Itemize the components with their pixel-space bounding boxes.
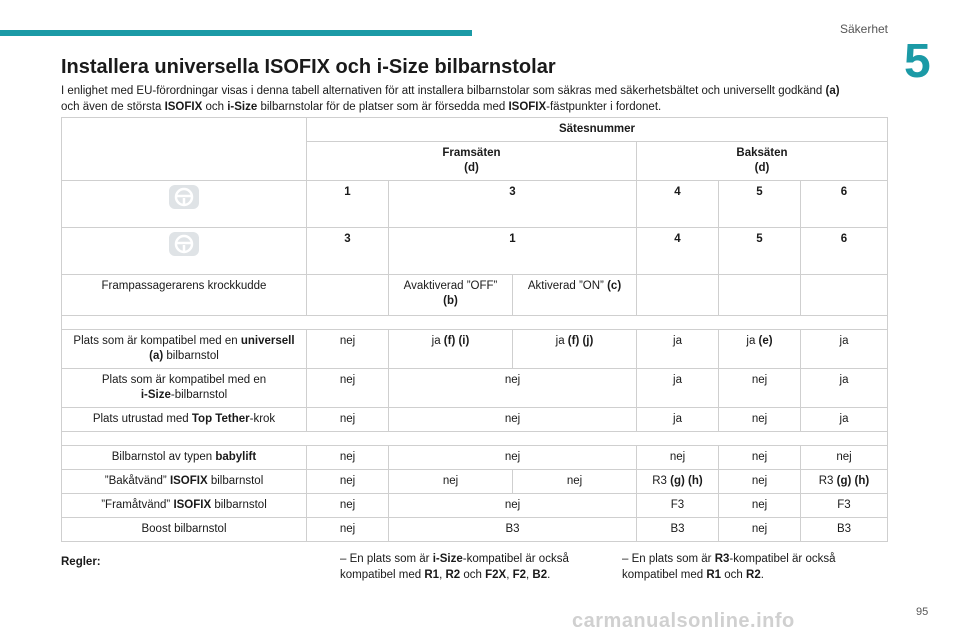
seat-cell: 3: [307, 228, 389, 275]
table-row: [62, 518, 888, 542]
table-cell: nej: [389, 408, 637, 432]
table-cell: ja: [637, 408, 719, 432]
rule-note-isize: – En plats som är i-Size-kompatibel är också kompatibel med R1, R2 och F2X, F2, B2.: [340, 553, 569, 581]
section-title: Säkerhet: [839, 22, 888, 36]
table-cell: R3 (g) (h): [801, 470, 888, 494]
forward-isofix-label: ”Framåtvänd” ISOFIX bilbarnstol: [62, 494, 307, 518]
watermark: carmanualsonline.info: [572, 610, 795, 632]
rule-note-r3: – En plats som är R3-kompatibel är också kompatibel med R1 och R2.: [622, 553, 836, 581]
table-cell: nej: [389, 494, 637, 518]
table-row: [62, 181, 888, 228]
table-row: [62, 470, 888, 494]
table-cell: nej: [307, 470, 389, 494]
empty-cell: [801, 275, 888, 316]
table-spacer-row: [62, 316, 888, 330]
rearward-isofix-label: ”Bakåtvänd” ISOFIX bilbarnstol: [62, 470, 307, 494]
table-cell: nej: [389, 369, 637, 408]
seat-cell: 5: [719, 228, 801, 275]
seat-cell: 6: [801, 228, 888, 275]
table-cell: nej: [719, 470, 801, 494]
table-cell: nej: [307, 446, 389, 470]
isize-label: Plats som är kompatibel med en i-Size-bilbarnstol: [62, 369, 307, 408]
table-cell: nej: [801, 446, 888, 470]
airbag-off-cell: Avaktiverad ”OFF” (b): [389, 275, 513, 316]
babylift-label: Bilbarnstol av typen babylift: [62, 446, 307, 470]
table-cell: nej: [513, 470, 637, 494]
page-number: 95: [916, 606, 929, 618]
seat-cell: 6: [801, 181, 888, 228]
rules-label: Regler:: [61, 556, 101, 568]
lhd-icon-cell: [62, 181, 307, 228]
empty-cell: [719, 275, 801, 316]
table-cell: nej: [389, 470, 513, 494]
airbag-label: Frampassagerarens krockkudde: [62, 275, 307, 316]
seat-number-header: Sätesnummer: [307, 118, 888, 142]
empty-cell: [307, 275, 389, 316]
header-accent-bar: [0, 30, 472, 36]
universal-label: Plats som är kompatibel med en universell (a) bilbarnstol: [62, 330, 307, 369]
table-row: [62, 446, 888, 470]
table-cell: B3: [389, 518, 637, 542]
table-cell: nej: [307, 330, 389, 369]
table-cell: nej: [307, 369, 389, 408]
table-row: [62, 494, 888, 518]
table-cell: F3: [801, 494, 888, 518]
table-cell: ja (e): [719, 330, 801, 369]
seat-cell: 3: [389, 181, 637, 228]
table-row: [62, 118, 888, 142]
seat-cell: 5: [719, 181, 801, 228]
table-cell: nej: [719, 494, 801, 518]
table-cell: R3 (g) (h): [637, 470, 719, 494]
seat-cell: 1: [389, 228, 637, 275]
table-cell: nej: [307, 518, 389, 542]
table-cell: ja (f) (j): [513, 330, 637, 369]
table-row: [62, 275, 888, 316]
table-cell: nej: [307, 494, 389, 518]
table-cell: nej: [719, 408, 801, 432]
left-hand-drive-steering-wheel-icon: [169, 185, 199, 209]
table-cell: nej: [719, 518, 801, 542]
right-hand-drive-steering-wheel-icon: [169, 232, 199, 256]
table-cell: nej: [719, 446, 801, 470]
table-cell: nej: [307, 408, 389, 432]
table-row: [62, 369, 888, 408]
chapter-number: 5: [904, 35, 931, 88]
table-row: [62, 408, 888, 432]
table-cell: ja: [801, 408, 888, 432]
table-cell: ja: [801, 330, 888, 369]
table-cell: F3: [637, 494, 719, 518]
seat-cell: 1: [307, 181, 389, 228]
table-cell: ja: [637, 369, 719, 408]
seat-cell: 4: [637, 228, 719, 275]
empty-header-cell: [62, 118, 307, 181]
table-cell: nej: [719, 369, 801, 408]
isofix-compatibility-table: [61, 117, 888, 542]
table-cell: nej: [389, 446, 637, 470]
rear-seats-header: Baksäten (d): [637, 142, 888, 181]
table-row: [62, 330, 888, 369]
seat-cell: 4: [637, 181, 719, 228]
empty-cell: [637, 275, 719, 316]
table-row: [62, 228, 888, 275]
page-title: Installera universella ISOFIX och i-Size bilbarnstolar: [61, 56, 556, 78]
booster-label: Boost bilbarnstol: [62, 518, 307, 542]
airbag-on-cell: Aktiverad ”ON” (c): [513, 275, 637, 316]
top-tether-label: Plats utrustad med Top Tether-krok: [62, 408, 307, 432]
table-cell: B3: [637, 518, 719, 542]
intro-paragraph: I enlighet med EU-förordningar visas i denna tabell alternativen för att installera bilbarnstolar som säkras med säkerhetsbältet och universellt godkänd (a) och även de största ISOFIX och i-Size bilbarnstolar för de platser som är försedda med ISOFIX-fästpunkter i fordonet.: [61, 85, 840, 113]
rhd-icon-cell: [62, 228, 307, 275]
table-cell: ja: [637, 330, 719, 369]
front-seats-header: Framsäten (d): [307, 142, 637, 181]
table-cell: ja (f) (i): [389, 330, 513, 369]
table-spacer-row: [62, 432, 888, 446]
table-cell: B3: [801, 518, 888, 542]
table-cell: ja: [801, 369, 888, 408]
table-cell: nej: [637, 446, 719, 470]
